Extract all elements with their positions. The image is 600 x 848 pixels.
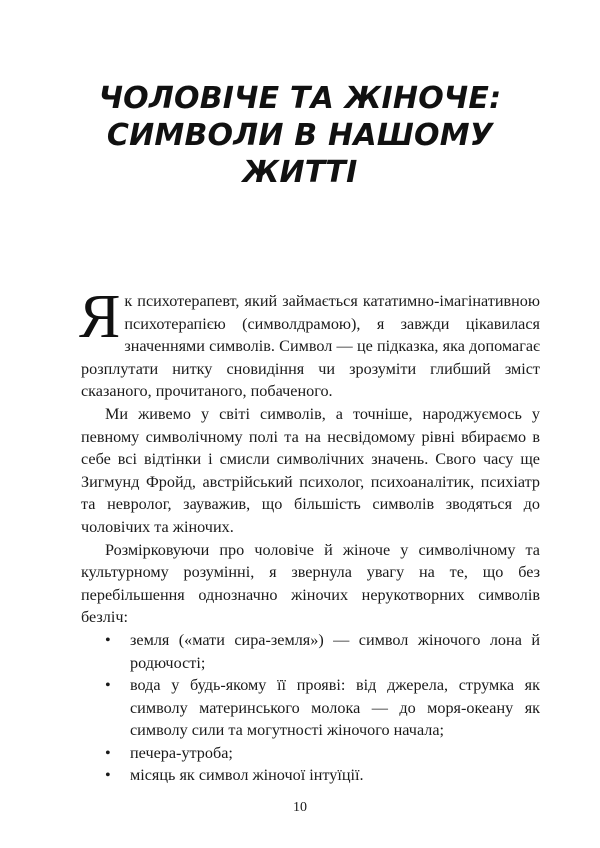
list-item [81, 674, 540, 742]
bullet-icon: • [105, 630, 111, 649]
list-item-text: вода у будь-якому її прояві: від джерела, струмка як символу материнського молока — до моря-океану як символу сили та могутності жіночого начала; [130, 676, 540, 740]
chapter-title-line-3: ЖИТТІ [242, 155, 358, 190]
page-number: 10 [293, 800, 307, 815]
chapter-title-line-1: ЧОЛОВІЧЕ ТА ЖІНОЧЕ: [98, 81, 502, 116]
symbols-list [81, 629, 540, 787]
list-item [81, 742, 540, 765]
list-item-text: місяць як символ жіночої інтуїції. [130, 766, 364, 785]
chapter-body [79, 283, 540, 787]
list-item-text: печера-утроба; [130, 743, 233, 762]
chapter-title-line-2: СИМВОЛИ В НАШОМУ [106, 118, 494, 153]
drop-cap: Я [79, 283, 121, 351]
bullet-icon: • [105, 766, 111, 785]
chapter-title [60, 80, 540, 191]
paragraph-1-text: к психотерапевт, який займається кататимно-імагінативною психотерапією (символдрамою), я завжди цікавилася значеннями символів. Символ — це підказка, яка допомагає розплутати нитку сновидіння чи зрозуміти глибший зміст сказаного, прочитаного, побаченого. [81, 292, 540, 401]
bullet-icon: • [105, 743, 111, 762]
list-item [81, 764, 540, 787]
paragraph-2: Ми живемо у світі символів, а точніше, народжуємось у певному символічному полі та на несвідомому рівні вбираємо в себе всі відтінки і смисли символічних значень. Свого часу ще Зигмунд Фройд, австрійський психолог, психоаналітик, психіатр та невролог, зауважив, що більшість символів зводяться до чоловічих та жіночих. [81, 404, 540, 536]
paragraph-1 [79, 283, 540, 403]
paragraph-3: Розмірковуючи про чоловіче й жіноче у символічному та культурному розумінні, я звернула увагу на те, що без перебільшення однозначно жіночих нерукотворних символів безліч: [81, 540, 540, 627]
list-item [81, 629, 540, 674]
bullet-icon: • [105, 676, 111, 695]
list-item-text: земля («мати сира-земля») — символ жіночого лона й родючості; [130, 630, 540, 672]
